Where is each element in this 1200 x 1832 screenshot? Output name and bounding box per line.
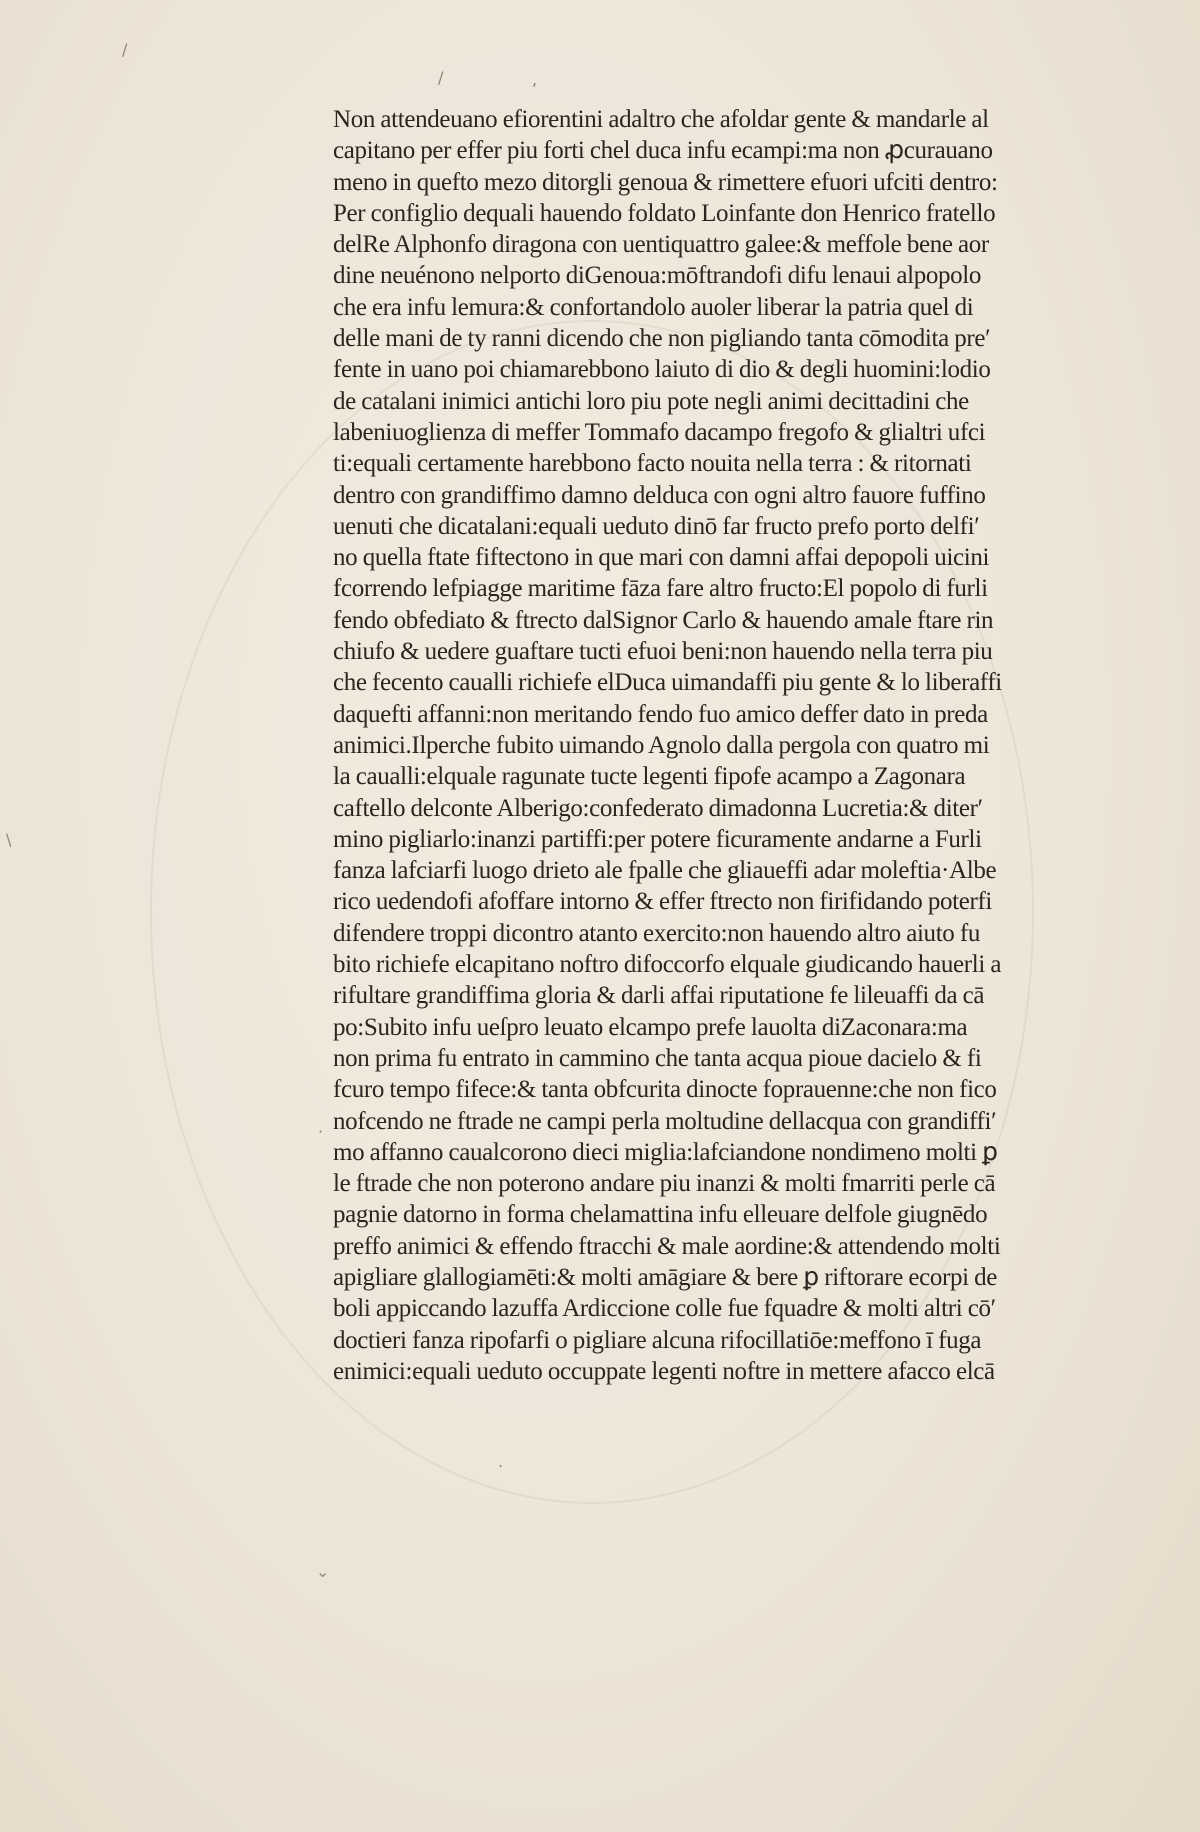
text-line: non prima fu entrato in cammino che tanta acqua pioue dacielo & fi: [333, 1044, 982, 1072]
text-line: mino pigliarlo:inanzi partiffi:per potere ficuramente andarne a Furli: [333, 825, 982, 853]
text-line: daquefti affanni:non meritando fendo fuo amico deffer dato in preda: [333, 700, 988, 728]
text-line: bito richiefe elcapitano noftro difoccorfo elquale giudicando hauerli a: [333, 951, 1002, 979]
text-line: che fecento caualli richiefe elDuca uimandaffi piu gente & lo liberaffi: [333, 669, 1002, 697]
text-line: capitano per effer piu forti chel duca infu ecampi:ma non ꝓcurauano: [333, 137, 993, 165]
text-line: apigliare glallogiamēti:& molti amāgiare & bere ꝑ riftorare ecorpi de: [333, 1263, 998, 1291]
paper-speck: ,: [532, 70, 538, 89]
text-line: ti:equali certamente harebbono facto nouita nella terra : & ritornati: [333, 450, 972, 478]
text-line: labeniuoglienza di meffer Tommafo dacampo fregofo & glialtri ufci: [333, 418, 986, 446]
text-line: Per configlio dequali hauendo foldato Loinfante don Henrico fratello: [333, 199, 996, 227]
text-line: fente in uano poi chiamarebbono laiuto di dio & degli huomini:lodio: [333, 356, 991, 384]
text-line: pagnie datorno in forma chelamattina infu elleuare delfole giugnēdo: [333, 1201, 988, 1229]
text-line: difendere troppi dicontro atanto exercito:non hauendo altro aiuto fu: [333, 919, 980, 947]
paper-speck: /: [122, 40, 128, 59]
paper-speck: \: [6, 830, 12, 849]
text-line: caftello delconte Alberigo:confederato dimadonna Lucretia:& diter′: [333, 794, 983, 822]
paper-speck: .: [498, 1452, 504, 1471]
text-line: che era infu lemura:& confortandolo auoler liberar la patria quel di: [333, 293, 974, 321]
text-line: dine neuénono nelporto diGenoua:mōftrandofi difu lenaui alpopolo: [333, 262, 982, 290]
text-line: fendo obfediato & ftrecto dalSignor Carlo & hauendo amale ftare rin: [333, 606, 994, 634]
text-line: animici.Ilperche fubito uimando Agnolo dalla pergola con quatro mi: [333, 731, 990, 759]
paper-speck: ·: [318, 1122, 324, 1141]
text-line: no quella ftate fiftectono in que mari con damni affai depopoli uicini: [333, 544, 990, 572]
paper-speck: ⌄: [316, 1562, 330, 1581]
text-line: de catalani inimici antichi loro piu pote negli animi decittadini che: [333, 387, 969, 415]
text-line: nofcendo ne ftrade ne campi perla moltudine dellacqua con grandiffi′: [333, 1107, 997, 1135]
text-line: delle mani de ty ranni dicendo che non pigliando tanta cōmodita pre′: [333, 325, 991, 353]
incunable-text-block: [333, 104, 1103, 1387]
text-line: Non attendeuano efiorentini adaltro che afoldar gente & mandarle al: [333, 106, 989, 133]
text-line: la caualli:elquale ragunate tucte legenti fipofe acampo a Zagonara: [333, 763, 966, 791]
text-line: chiufo & uedere guaftare tucti efuoi beni:non hauendo nella terra piu: [333, 638, 993, 666]
text-line: fcuro tempo fifece:& tanta obfcurita dinocte foprauenne:che non fico: [333, 1076, 997, 1104]
text-line: rifultare grandiffima gloria & darli affai riputatione fe lileuaffi da cā: [333, 982, 985, 1010]
text-line: delRe Alphonfo diragona con uentiquattro galee:& meffole bene aor: [333, 231, 989, 259]
text-line: mo affanno caualcorono dieci miglia:lafciandone nondimeno molti ꝑ: [333, 1138, 998, 1166]
text-line: enimici:equali ueduto occuppate legenti noftre in mettere afacco elcā: [333, 1357, 995, 1385]
text-line: dentro con grandiffimo damno delduca con ogni altro fauore fuffino: [333, 481, 986, 509]
text-line: po:Subito infu ueſpro leuato elcampo prefe lauolta diZaconara:ma: [333, 1013, 968, 1041]
paper-speck: /: [438, 68, 444, 87]
text-line: fcorrendo lefpiagge maritime fāza fare altro fructo:El popolo di furli: [333, 575, 988, 603]
text-line: le ftrade che non poterono andare piu inanzi & molti fmarriti perle cā: [333, 1170, 996, 1198]
text-line: boli appiccando lazuffa Ardiccione colle fue fquadre & molti altri cō′: [333, 1295, 996, 1323]
text-line: rico uedendofi afoffare intorno & effer ftrecto non firifidando poterfi: [333, 888, 993, 916]
text-line: meno in quefto mezo ditorgli genoua & rimettere efuori ufciti dentro:: [333, 168, 998, 196]
text-line: doctieri fanza ripofarfi o pigliare alcuna rifocillatiōe:meffono ī fuga: [333, 1326, 982, 1354]
text-line: uenuti che dicatalani:equali ueduto dinō far fructo prefo porto delfi′: [333, 512, 980, 540]
text-line: preffo animici & effendo ftracchi & male aordine:& attendendo molti: [333, 1232, 1001, 1260]
text-line: fanza lafciarfi luogo drieto ale fpalle che gliaueffi adar moleftia·Albe: [333, 857, 997, 885]
